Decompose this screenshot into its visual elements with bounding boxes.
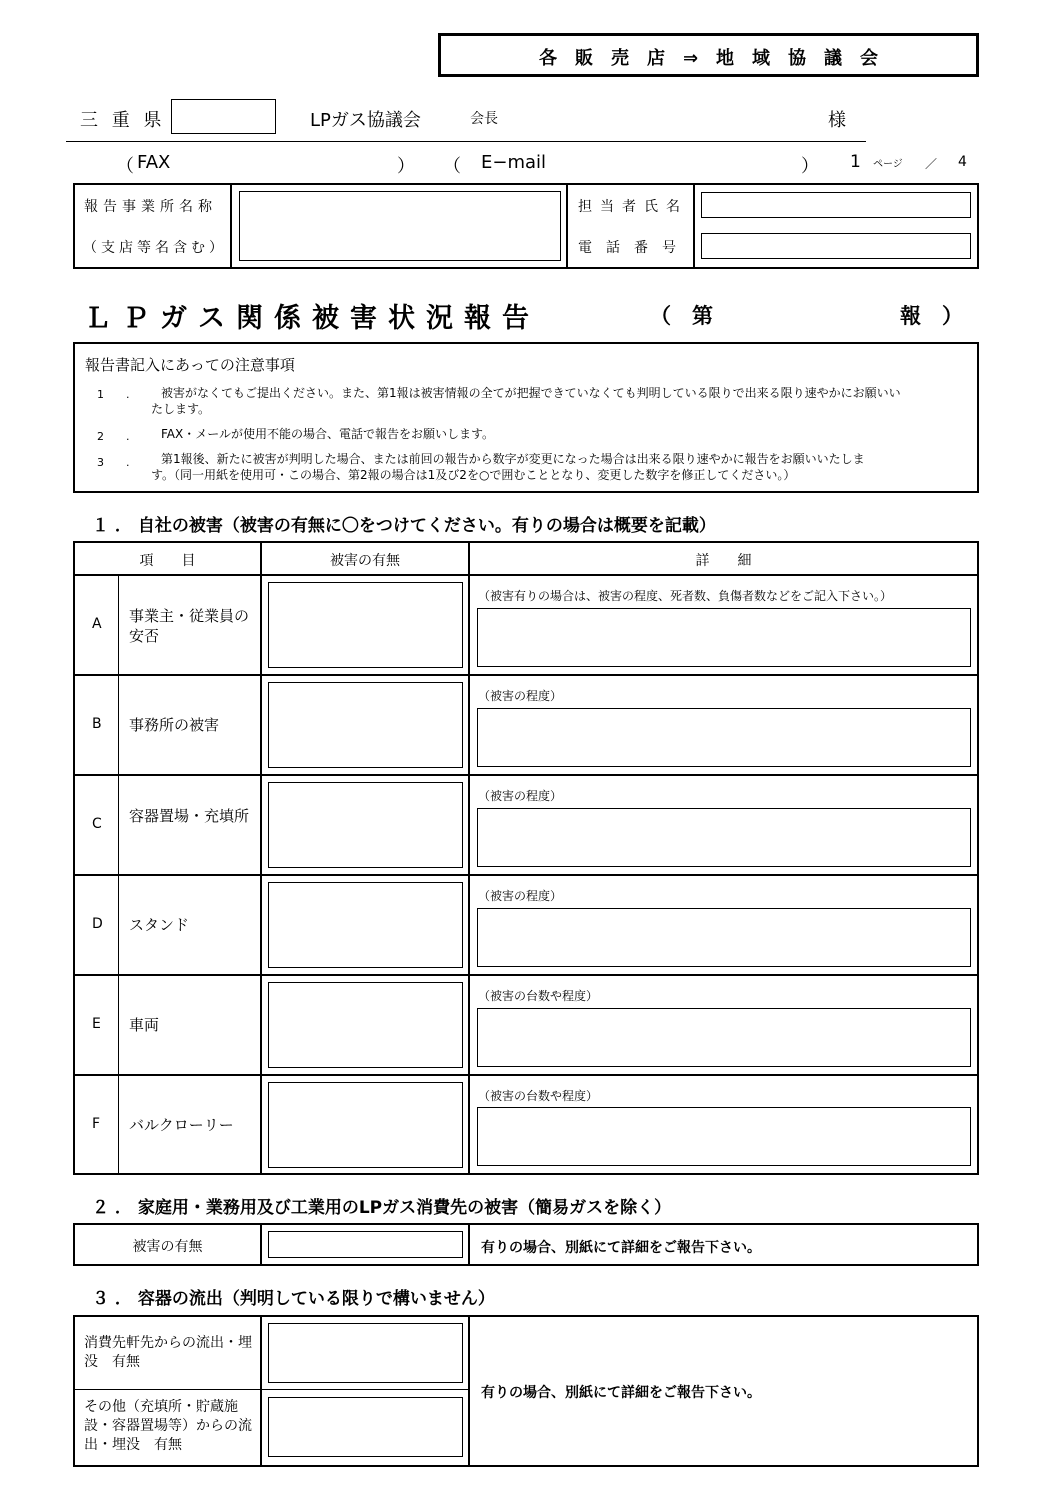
page-current: 1 [850,152,861,172]
note-2-text: FAX・メールが使用不能の場合、電話で報告をお願いします。 [161,427,495,441]
row-a-hint: （被害有りの場合は、被害の程度、死者数、負傷者数などをご記入下さい。） [478,589,893,603]
section2-heading: ２ ． 家庭用・業務用及び工業用のLPガス消費先の被害（簡易ガスを除く） [92,1198,672,1218]
section3-row2-input[interactable] [268,1397,463,1457]
honorific: 様 [828,110,846,131]
email-close: ） [801,156,819,177]
notes-heading: 報告書記入にあっての注意事項 [85,356,295,374]
office-name-input[interactable] [239,191,561,261]
page-unit: ページ [873,159,903,170]
section1-heading: １ ． 自社の被害（被害の有無に〇をつけてください。有りの場合は概要を記載） [92,516,716,536]
row-f-key: F [92,1116,101,1132]
route-label: 各 販 売 店 ⇒ 地 域 協 議 会 [538,48,879,69]
row-e-presence-input[interactable] [268,982,463,1068]
note-1-text: 被害がなくてもご提出ください。また、第1報は被害情報の全てが把握できていなくても判明している限りで出来る限り速やかにお願いい [161,386,901,400]
note-2-num: 2 . [97,430,130,443]
section3-row1-label: 消費先軒先からの流出・埋没 有無 [84,1335,252,1370]
edition-close: 報 ） [900,304,963,328]
note-3-text-cont: す。（同一用紙を使用可・この場合、第2報の場合は1及び2を○で囲むこととなり、変更した数字を修正してください。） [151,468,796,482]
row-b-key: B [92,716,102,732]
row-a-detail-input[interactable] [477,608,971,667]
row-b-label: 事務所の被害 [129,716,220,734]
note-1-text-cont: たします。 [151,402,211,416]
page-total: 4 [958,154,967,170]
row-c-detail-input[interactable] [477,808,971,867]
fax-open: （ [116,156,134,177]
section2-presence-input[interactable] [268,1231,463,1258]
row-a-presence-input[interactable] [268,582,463,668]
prefecture: 三 重 県 [80,110,166,131]
row-d-hint: （被害の程度） [478,889,563,903]
section2-note: 有りの場合、別紙にて詳細をご報告下さい。 [481,1240,761,1256]
edition-open: （ 第 [650,304,713,328]
person-input[interactable] [701,192,971,218]
row-d-label: スタンド [129,916,190,934]
note-1-num: 1 . [97,388,130,401]
route-label-box [438,33,979,77]
page-sep: ／ [925,157,938,171]
branch-label: （支店等名含む） [83,240,227,256]
phone-label: 電 話 番 号 [578,240,676,256]
row-b-detail-input[interactable] [477,708,971,767]
row-d-presence-input[interactable] [268,882,463,968]
row-e-hint: （被害の台数や程度） [478,989,599,1003]
col-presence-header: 被害の有無 [330,553,400,569]
addressee-underline [66,141,866,142]
region-input[interactable] [171,99,276,134]
row-b-presence-input[interactable] [268,682,463,768]
row-c-key: C [92,816,102,832]
email-open: （ [443,156,461,177]
row-f-detail-input[interactable] [477,1107,971,1166]
row-d-detail-input[interactable] [477,908,971,967]
fax-close: ） [397,156,415,177]
section3-row1-input[interactable] [268,1323,463,1383]
row-c-presence-input[interactable] [268,782,463,868]
page-title: ＬＰガス関係被害状況報告 [84,303,540,334]
office-name-label: 報告事業所名称 [84,199,217,215]
notes-box [73,342,979,493]
note-3-text: 第1報後、新たに被害が判明した場合、または前回の報告から数字が変更になった場合は出来る限り速やかに報告をお願いいたしま [161,452,865,466]
email-label: E−mail [481,152,547,173]
row-e-key: E [92,1016,101,1032]
col-detail-header: 詳 細 [695,553,752,569]
fax-label: FAX [137,152,171,173]
chairman-label: 会長 [470,111,498,127]
section3-note: 有りの場合、別紙にて詳細をご報告下さい。 [481,1385,761,1401]
association-name: LPガス協議会 [310,110,421,131]
row-c-hint: （被害の程度） [478,789,563,803]
row-d-key: D [92,916,103,932]
col-item-header: 項 目 [139,553,196,569]
row-b-hint: （被害の程度） [478,689,563,703]
note-3-num: 3 . [97,456,130,469]
section3-row2-label: その他（充填所・貯蔵施設・容器置場等）からの流出・埋没 有無 [84,1399,252,1453]
row-f-presence-input[interactable] [268,1082,463,1168]
row-f-hint: （被害の台数や程度） [478,1089,599,1103]
phone-input[interactable] [701,233,971,259]
row-f-label: バルクローリー [129,1116,234,1134]
person-label: 担当者氏名 [578,199,688,215]
section2-presence-label: 被害の有無 [132,1239,203,1255]
row-a-label: 事業主・従業員の安否 [129,607,250,645]
row-c-label: 容器置場・充填所 [129,807,250,825]
row-a-key: A [92,616,102,632]
edition-input[interactable] [740,300,880,326]
row-e-detail-input[interactable] [477,1008,971,1067]
section3-heading: ３ ． 容器の流出（判明している限りで構いません） [92,1289,495,1309]
row-e-label: 車両 [129,1016,160,1034]
